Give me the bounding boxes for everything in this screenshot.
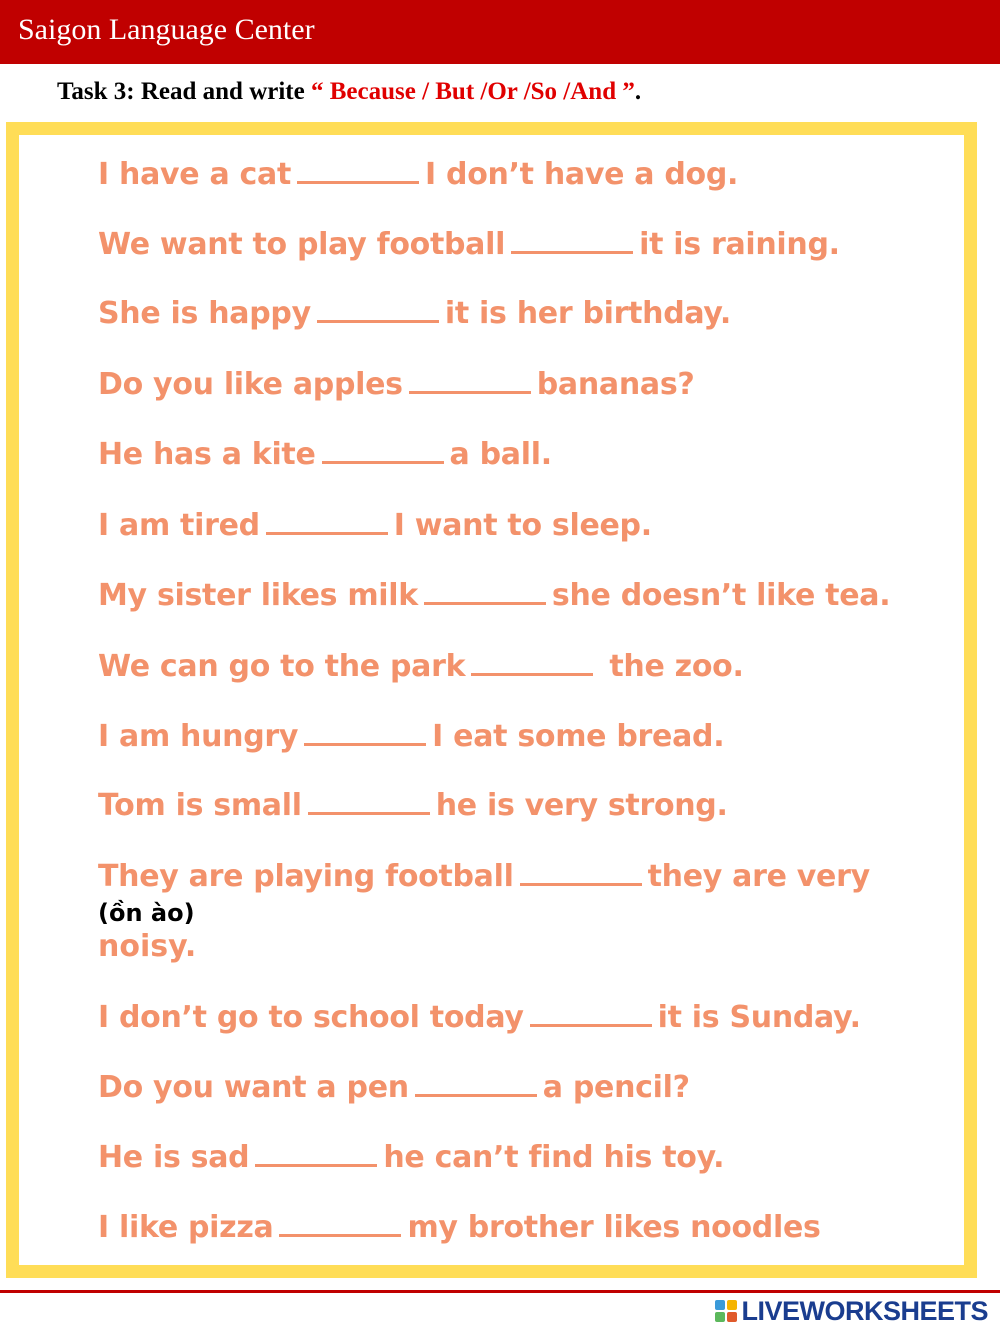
question-text-after: he is very strong. <box>435 788 728 823</box>
question-text-after: he can’t find his toy. <box>383 1140 725 1175</box>
header-bar <box>0 0 1000 64</box>
question-text-after: I eat some bread. <box>432 719 725 754</box>
vietnamese-note: (ồn ào) <box>98 899 195 927</box>
answer-blank[interactable] <box>308 785 430 815</box>
answer-blank[interactable] <box>304 716 426 746</box>
question-text-before: They are playing football <box>98 859 514 894</box>
answer-blank[interactable] <box>520 856 642 886</box>
question-text-before: We can go to the park <box>98 649 466 684</box>
answer-blank[interactable] <box>255 1137 377 1167</box>
question-text-before: Tom is small <box>98 788 302 823</box>
question-text-before: I don’t go to school today <box>98 1000 524 1035</box>
question-11-continuation: noisy. <box>98 929 197 964</box>
question-text-before: I am tired <box>98 508 260 543</box>
question-text-before: She is happy <box>98 296 311 331</box>
answer-blank[interactable] <box>317 293 439 323</box>
question-text-before: He has a kite <box>98 437 316 472</box>
question-text-before: My sister likes milk <box>98 578 418 613</box>
question-text-before: We want to play football <box>98 227 506 262</box>
question-text-after: I want to sleep. <box>393 508 652 543</box>
question-text-before: I am hungry <box>98 719 299 754</box>
answer-blank[interactable] <box>530 997 652 1027</box>
answer-blank[interactable] <box>266 505 388 535</box>
answer-blank[interactable] <box>409 364 531 394</box>
task-suffix: . <box>634 78 642 105</box>
answer-blank[interactable] <box>279 1207 401 1237</box>
answer-blank[interactable] <box>415 1067 537 1097</box>
liveworksheets-logo <box>715 1294 988 1328</box>
liveworksheets-logo-icon <box>715 1300 737 1322</box>
question-text-after: it is Sunday. <box>657 1000 861 1035</box>
answer-blank[interactable] <box>511 224 633 254</box>
question-text-after: my brother likes noodles <box>407 1210 821 1245</box>
question-text-after: they are very <box>647 859 870 894</box>
task-words: “ Because / But /Or /So /And ” <box>310 78 635 105</box>
answer-blank[interactable] <box>322 434 444 464</box>
question-text-after: the zoo. <box>599 649 744 684</box>
question-text-before: Do you want a pen <box>98 1070 409 1105</box>
task-instruction <box>57 78 641 106</box>
question-text-after: it is her birthday. <box>444 296 732 331</box>
question-text-before: Do you like apples <box>98 367 403 402</box>
question-text-before: He is sad <box>98 1140 250 1175</box>
answer-blank[interactable] <box>297 154 419 184</box>
footer-line <box>0 1290 1000 1293</box>
question-text-after: bananas? <box>536 367 695 402</box>
answer-blank[interactable] <box>471 646 593 676</box>
question-text-before: I like pizza <box>98 1210 274 1245</box>
answer-blank[interactable] <box>424 575 546 605</box>
question-text-after: she doesn’t like tea. <box>551 578 891 613</box>
question-text-before: I have a cat <box>98 157 292 192</box>
task-prefix: Task 3: Read and write <box>57 78 311 105</box>
question-text-after: it is raining. <box>639 227 840 262</box>
question-text-after: a ball. <box>449 437 552 472</box>
logo-text: LIVEWORKSHEETS <box>741 1295 988 1326</box>
header-title: Saigon Language Center <box>18 13 315 46</box>
question-text-after: a pencil? <box>542 1070 690 1105</box>
question-text-after: I don’t have a dog. <box>425 157 739 192</box>
